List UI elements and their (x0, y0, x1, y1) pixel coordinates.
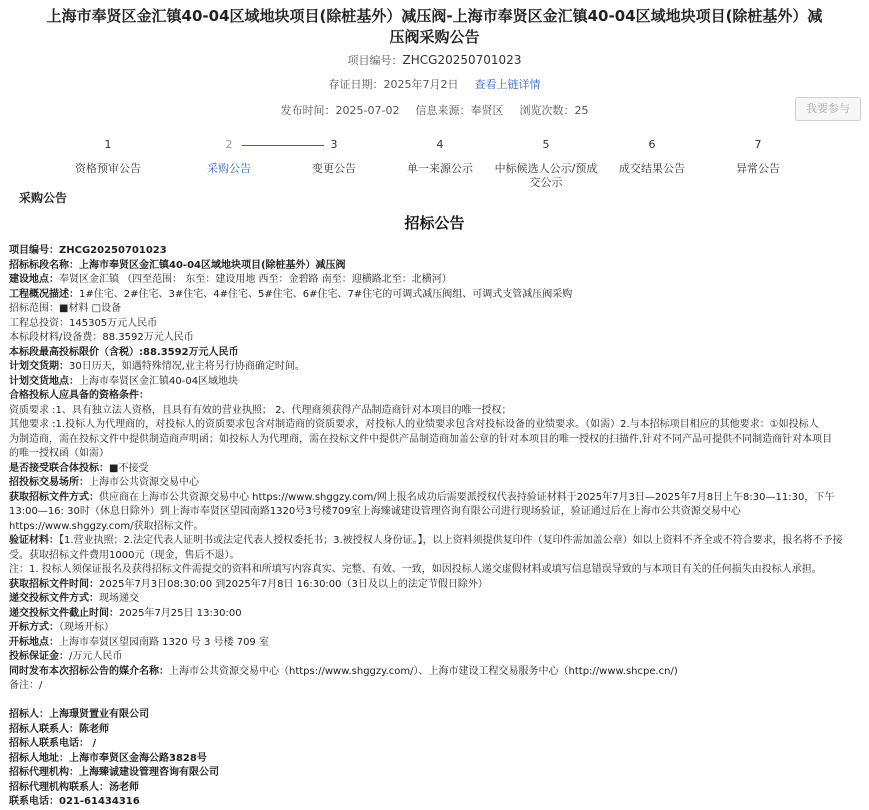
media-row: 同时发布本次招标公告的媒介名称：上海市公共资源交易中心（https://www.shggzy.com/）、上海市建设工程交易服务中心（http://www.shcpe.cn/) (9, 665, 678, 677)
source-label: 信息来源： (415, 104, 471, 117)
source-value: 奉贤区 (470, 104, 504, 117)
project-code: ZHCG20250701023 (402, 53, 522, 67)
total-investment-row: 工程总投资：145305万元人民币 (9, 317, 158, 329)
tenderer-contact-row: 招标人联系人：陈老师 (9, 723, 109, 735)
project-code-row: 项目编号：ZHCG20250701023 (9, 245, 167, 256)
publish-date: 2025-07-02 (335, 104, 400, 117)
other-requirement-2: 为制造商，需在投标文件中提供制造商声明函；如投标人为代理商，需在投标文件中提供产品制造商加盖公章的针对本项目的唯一授权的扫描件,针对不同产品可提供不同制造商针对本项目 (9, 433, 833, 445)
chain-details-link[interactable]: 查看上链详情 (474, 78, 541, 91)
notice-body (9, 244, 861, 810)
step-candidate-publicity[interactable]: 5 中标候选人公示/预成交公示 (494, 138, 598, 189)
step-result-notice[interactable]: 6 成交结果公告 (619, 138, 685, 175)
evidence-line (0, 76, 869, 92)
views-count: 25 (574, 104, 589, 117)
agency-contact-row: 招标代理机构联系人：汤老师 (9, 781, 139, 793)
bond-row: 投标保证金：/万元人民币 (9, 651, 123, 662)
process-steps (0, 138, 869, 194)
join-button[interactable]: 我要参与 (795, 97, 861, 121)
scope-row: 招标范围：■材料 □设备 (9, 303, 122, 314)
qualification-heading: 合格投标人应具备的资格条件： (9, 390, 149, 401)
section-heading: 采购公告 (19, 191, 68, 205)
overview-row: 工程概况描述：1#住宅、2#住宅、3#住宅、4#住宅、5#住宅、6#住宅、7#住宅的可调式减压阀组、可调式支管减压阀采购 (9, 288, 573, 300)
step-exception-notice[interactable]: 7 异常公告 (736, 138, 780, 175)
material-cost-row: 本标段材料/设备费：88.3592万元人民币 (9, 332, 194, 343)
publish-info-line (0, 102, 869, 118)
section-name-row: 招标标段名称：上海市奉贤区金汇镇40-04区域地块项目(除桩基外）减压阀 (9, 259, 346, 271)
page-title: 上海市奉贤区金汇镇40-04区域地块项目(除桩基外）减压阀-上海市奉贤区金汇镇40-04区域地块项目(除桩基外）减压阀采购公告 (46, 7, 823, 46)
step-prequalification[interactable]: 1 资格预审公告 (75, 138, 141, 175)
deadline-row: 递交投标文件截止时间：2025年7月25日 13:30:00 (9, 607, 242, 619)
notice-title: 招标公告 (404, 214, 465, 232)
evidence-date: 2025年7月2日 (383, 78, 459, 91)
other-requirement-3: 的唯一授权函（如需） (9, 448, 109, 459)
agency-phone-row: 联系电话：021-61434316 (9, 796, 140, 807)
step-change-notice[interactable]: 3 变更公告 (312, 138, 356, 175)
obtain-time-row: 获取招标文件时间：2025年7月3日08:30:00 到2025年7月8日 16:30:00（3日及以上的法定节假日除外） (9, 578, 488, 590)
opening-method-row: 开标方式：（现场开标） (9, 622, 114, 633)
venue-row: 招投标交易场所：上海市公共资源交易中心 (9, 477, 199, 488)
consortium-row: 是否接受联合体投标：■不接受 (9, 462, 149, 474)
tenderer-phone-row: 招标人联系电话： / (9, 738, 97, 749)
note-row: 注：1. 投标人须保证报名及获得招标文件需提交的资料和所填写内容真实、完整、有效、一致，如因投标人递交虚假材料或填写信息错误导致的与本项目有关的任何损失由投标人承担。 (9, 564, 822, 575)
project-code-label: 项目编号： (347, 54, 403, 67)
obtain-method-row: 获取招标文件方式：供应商在上海市公共资源交易中心 https://www.shggzy.com/网上报名成功后需要派授权代表持验证材料于2025年7月3日—2025年7月8日上午8:30—11:30，下午13:00—16: 30时（休息日除外）到上海市奉贤区望园南路1320号3号楼709室上海臻诚建设管理咨询有限公司进行现场验证，验证通过后在上海市公共资源交易中心https://www.shggzy.com/获取招标文件。 (9, 491, 835, 532)
agency-row: 招标代理机构：上海臻诚建设管理咨询有限公司 (9, 767, 219, 778)
step-single-source[interactable]: 4 单一来源公示 (407, 138, 473, 175)
verify-materials-row: 验证材料：【1.营业执照；2.法定代表人证明书或法定代表人授权委托书；3.被授权人身份证。】，以上资料须提供复印件（复印件需加盖公章）如以上资料不齐全或不符合要求，报名将不予接受。获取招标文件费用1000元（现金，售后不退）。 (9, 535, 843, 561)
project-code-line (0, 52, 869, 68)
evidence-label: 存证日期： (328, 78, 384, 91)
step-procurement-notice[interactable]: 2 采购公告 (207, 138, 251, 175)
delivery-period-row: 计划交货期：30日历天，如遇特殊情况,业主将另行协商确定时间。 (9, 361, 305, 372)
tenderer-address-row: 招标人地址：上海市奉贤区金海公路3828号 (9, 752, 207, 764)
location-row: 建设地点：奉贤区金汇镇 （四至范围： 东至：建设用地 西至：金碧路 南至：迎横路北至：北横河） (9, 274, 452, 285)
tenderer-row: 招标人：上海璟贤置业有限公司 (9, 709, 149, 720)
publish-label: 发布时间： (280, 104, 336, 117)
views-label: 浏览次数： (519, 104, 575, 117)
submit-method-row: 递交投标文件方式：现场递交 (9, 593, 139, 604)
delivery-place-row: 计划交货地点：上海市奉贤区金汇镇40-04区域地块 (9, 375, 239, 387)
other-requirement-1: 其他要求 :1.投标人为代理商的，对投标人的资质要求包含对制造商的资质要求，对投标人的业绩要求包含对投标设备的业绩要求。（如需）2.与本招标项目相应的其他要求：①如投标人 (9, 419, 819, 430)
remarks-row: 备注：/ (9, 680, 43, 691)
max-price-row: 本标段最高投标限价（含税）:88.3592万元人民币 (9, 346, 239, 358)
opening-place-row: 开标地点：上海市奉贤区望园南路 1320 号 3 号楼 709 室 (9, 636, 269, 648)
qualification-requirement: 资质要求 :1、具有独立法人资格，且具有有效的营业执照； 2、代理商须获得产品制造商针对本项目的唯一授权； (9, 404, 512, 416)
